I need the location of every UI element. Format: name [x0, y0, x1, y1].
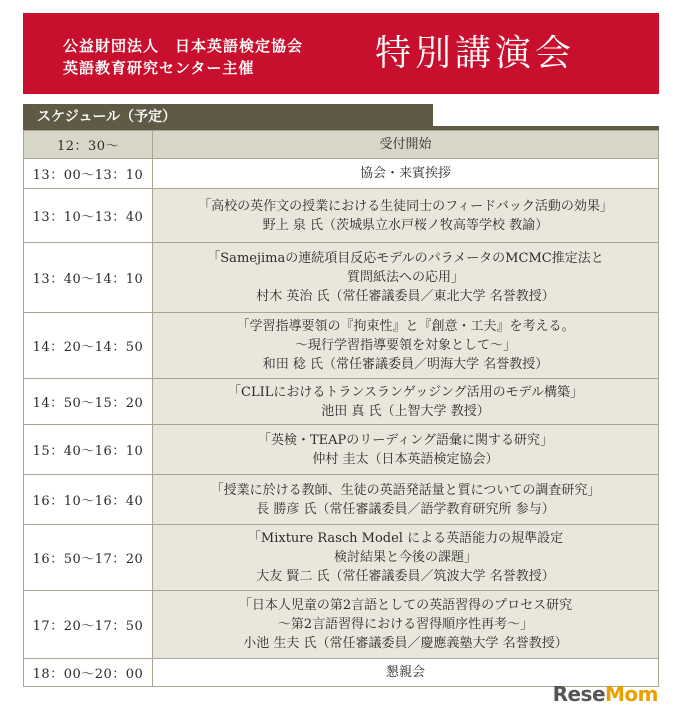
schedule-row	[24, 475, 659, 525]
program-line: 「日本人児童の第2言語としての英語習得のプロセス研究	[238, 598, 573, 613]
schedule-row	[24, 189, 659, 243]
organizer-line-1: 公益財団法人 日本英語検定協会	[63, 37, 304, 55]
schedule-row	[24, 525, 659, 591]
schedule-content	[153, 313, 659, 379]
schedule-content	[153, 131, 659, 159]
program-line: ～現行学習指導要領を対象として～」	[294, 338, 516, 353]
schedule-content	[153, 425, 659, 475]
speaker-line: 仲村 圭太（日本英語検定協会）	[312, 451, 499, 467]
logo-text-1: Rese	[552, 682, 606, 706]
schedule-time: 14：50～15：20	[24, 379, 153, 425]
schedule-row	[24, 313, 659, 379]
program-line: 質問紙法への応用」	[346, 270, 464, 285]
schedule-content	[153, 525, 659, 591]
program-line: 「CLILにおけるトランスランゲッジング活用のモデル構築」	[228, 384, 583, 400]
schedule-row	[24, 379, 659, 425]
schedule-content	[153, 591, 659, 659]
speaker-line: 長 勝彦 氏（常任審議委員／語学教育研究所 参与）	[256, 501, 555, 517]
event-banner	[23, 13, 659, 94]
organizer	[63, 35, 303, 79]
speaker-line: 小池 生夫 氏（常任審議委員／慶應義塾大学 名誉教授）	[243, 636, 568, 651]
speaker-line: 村木 英治 氏（常任審議委員／東北大学 名誉教授）	[256, 289, 555, 304]
schedule-content	[153, 243, 659, 313]
schedule-time: 18：00～20：00	[24, 659, 153, 687]
program-line: 「学習指導要領の『拘束性』と『創意・工夫』を考える。	[236, 319, 575, 334]
speaker-line: 野上 泉 氏（茨城県立水戸桜ノ牧高等学校 教諭）	[262, 217, 549, 233]
program-line: 「Samejimaの連続項目反応モデルのパラメータのMCMC推定法と	[207, 251, 604, 266]
schedule-row	[24, 131, 659, 159]
program-line: 懇親会	[385, 665, 425, 680]
schedule-row	[24, 159, 659, 189]
program-line: 検討結果と今後の課題」	[333, 550, 477, 565]
schedule-time: 13：00～13：10	[24, 159, 153, 189]
schedule-time: 16：50～17：20	[24, 525, 153, 591]
schedule-content	[153, 475, 659, 525]
speaker-line: 和田 稔 氏（常任審議委員／明海大学 名誉教授）	[262, 357, 549, 372]
schedule-time: 13：40～14：10	[24, 243, 153, 313]
program-line: 「授業に於ける教師、生徒の英語発話量と質についての調査研究」	[210, 482, 601, 498]
resemom-logo	[553, 682, 658, 706]
logo-text-2: Mom	[605, 682, 658, 706]
event-title: 特別講演会	[375, 33, 576, 74]
schedule-row	[24, 591, 659, 659]
schedule-time: 12：30～	[24, 131, 153, 159]
organizer-line-2: 英語教育研究センター主催	[63, 59, 255, 77]
schedule-time: 13：10～13：40	[24, 189, 153, 243]
program-line: 「高校の英作文の授業における生徒同士のフィードバック活動の効果」	[198, 198, 613, 214]
program-line: 協会・来賓挨拶	[359, 166, 451, 181]
schedule-time: 15：40～16：10	[24, 425, 153, 475]
schedule-row	[24, 425, 659, 475]
schedule-time: 14：20～14：50	[24, 313, 153, 379]
schedule-content	[153, 189, 659, 243]
program-line: ～第2言語習得における習得順序性再考～」	[277, 617, 534, 632]
schedule-table	[23, 130, 659, 687]
schedule-tab: スケジュール（予定）	[23, 104, 433, 130]
schedule-time: 16：10～16：40	[24, 475, 153, 525]
program-line: 「Mixture Rasch Model による英語能力の規準設定	[247, 531, 564, 546]
speaker-line: 大友 賢二 氏（常任審議委員／筑波大学 名誉教授）	[256, 569, 555, 584]
schedule-time: 17：20～17：50	[24, 591, 153, 659]
speaker-line: 池田 真 氏（上智大学 教授）	[321, 403, 490, 419]
program-line: 「英検・TEAPのリーディング語彙に関する研究」	[258, 432, 553, 448]
program-line: 受付開始	[379, 137, 432, 152]
schedule-row	[24, 243, 659, 313]
schedule-content	[153, 159, 659, 189]
schedule-content	[153, 379, 659, 425]
